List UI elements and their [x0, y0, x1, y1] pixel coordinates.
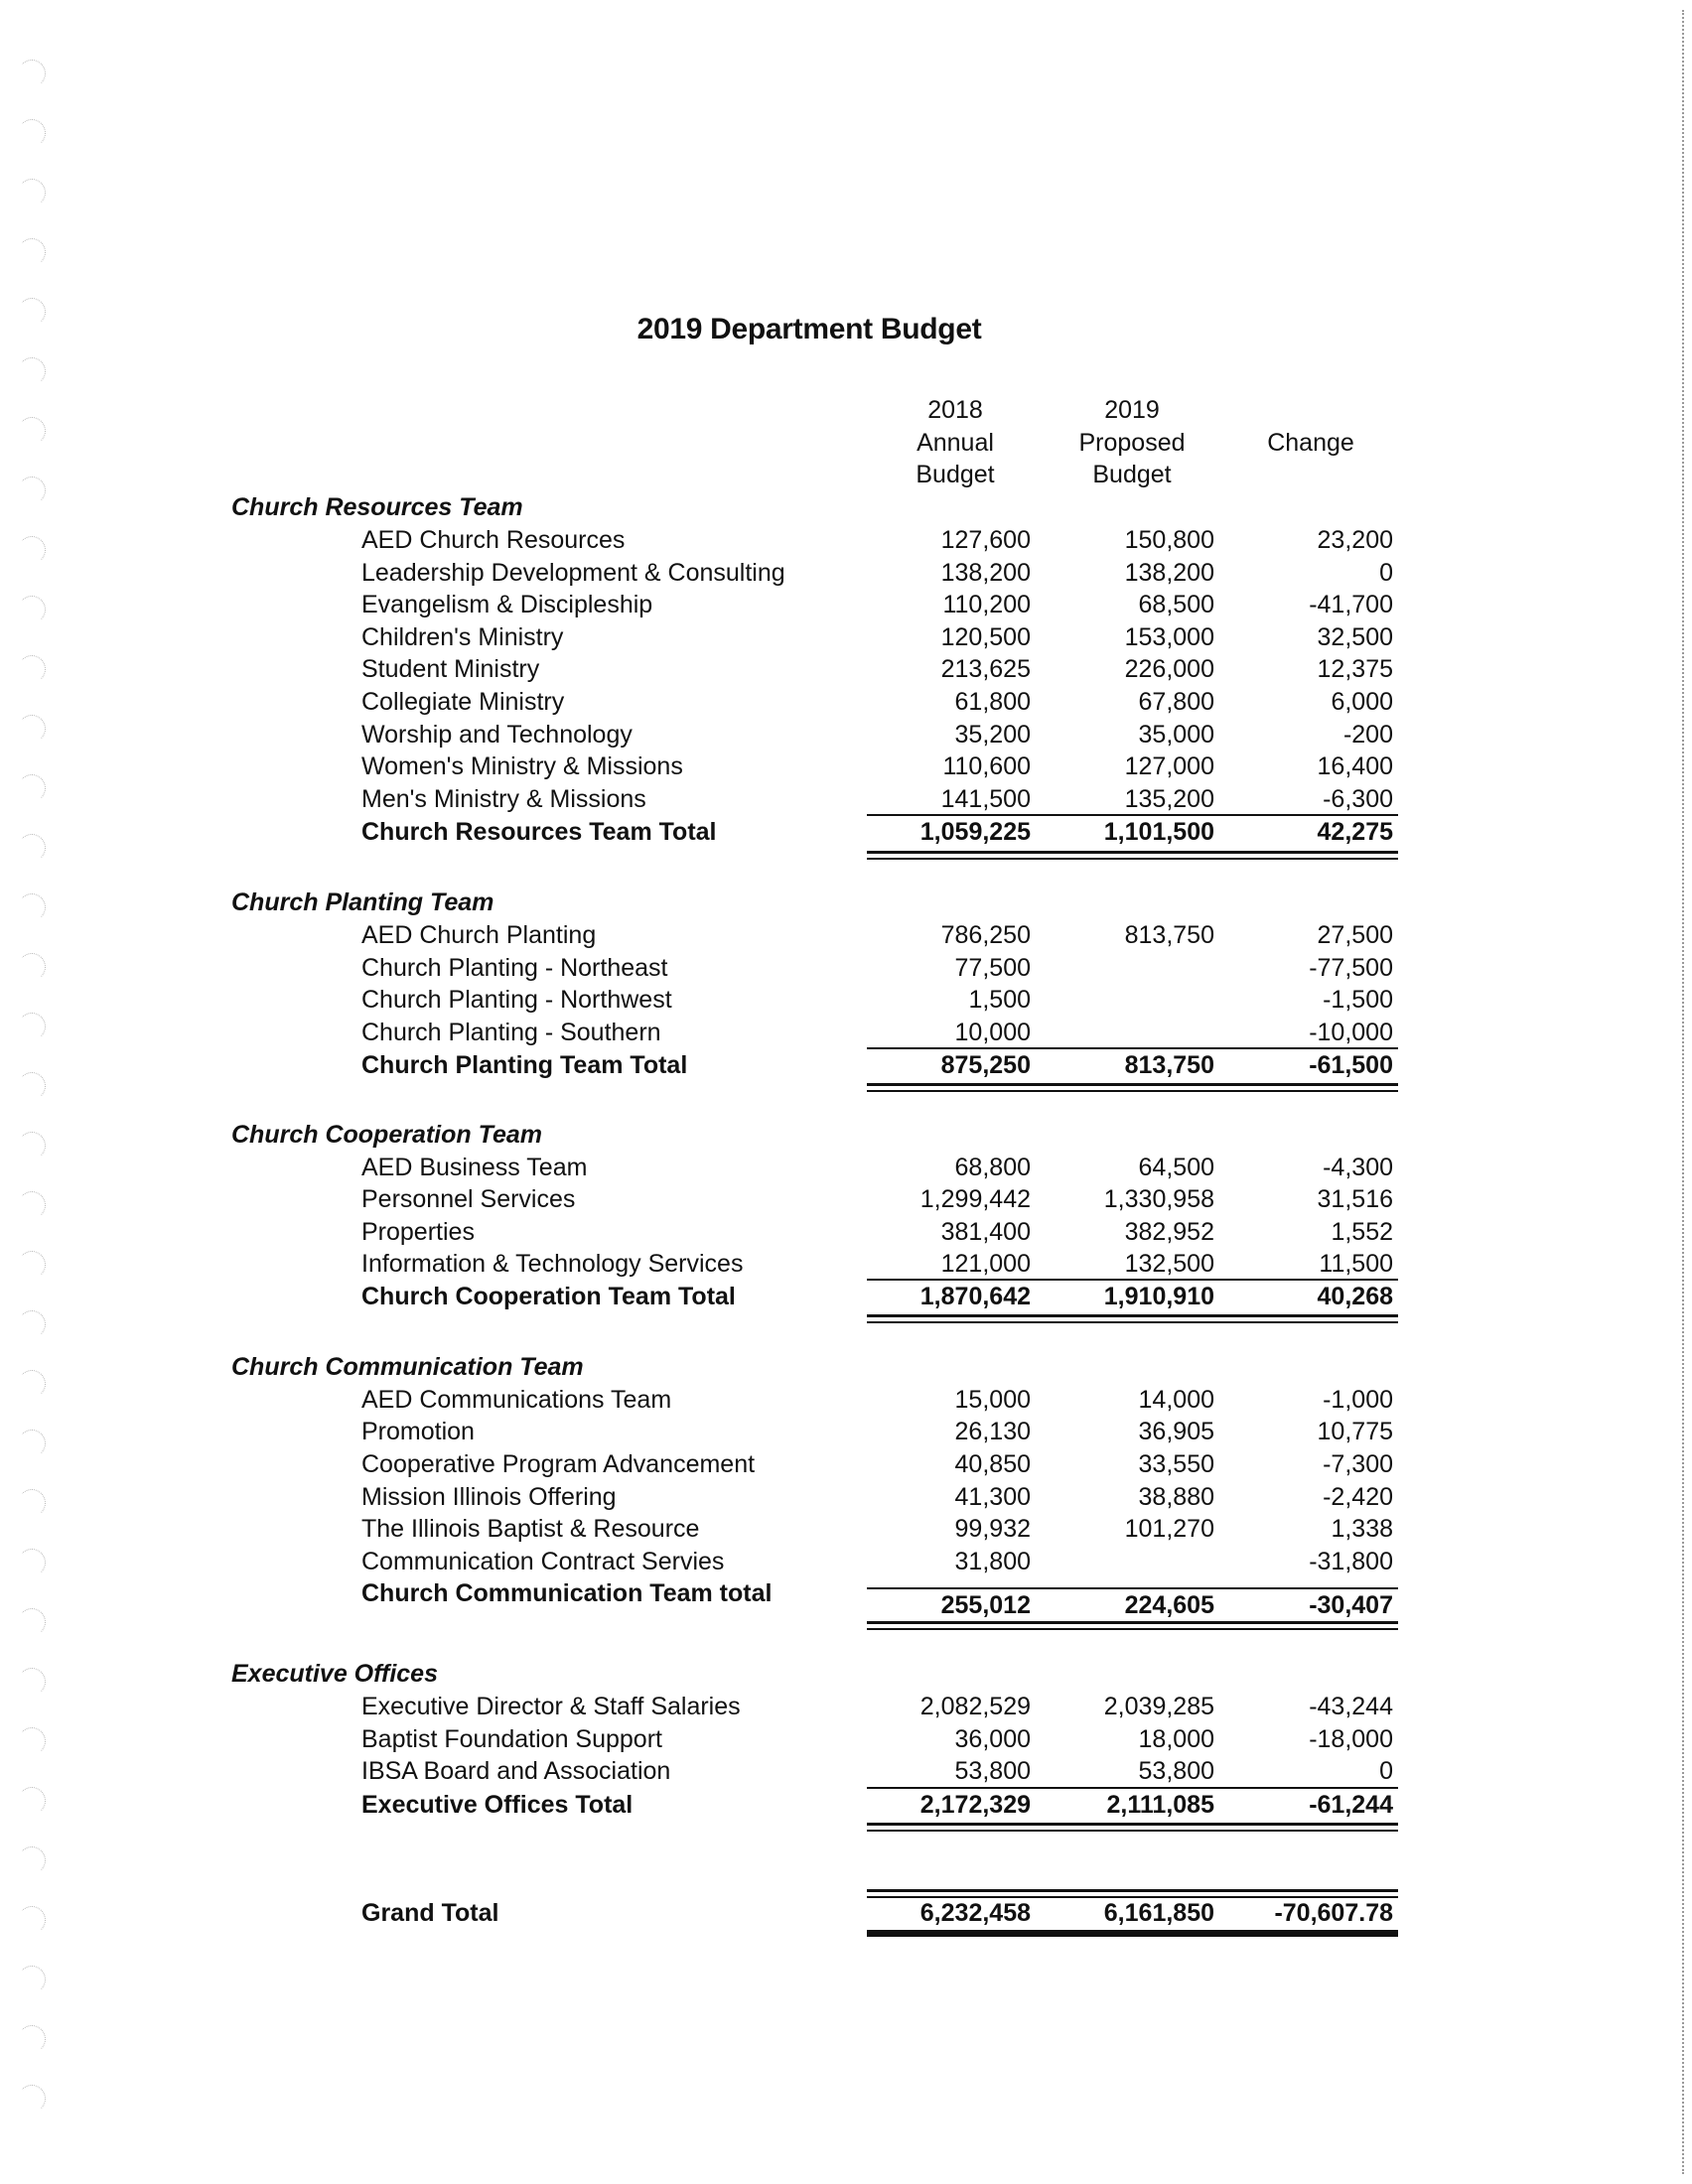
total-double-rule: [867, 1823, 1398, 1832]
line-item-label: Children's Ministry: [361, 623, 564, 651]
line-item-label: Church Planting - Northwest: [361, 986, 672, 1014]
value-2019: 2,039,285: [1103, 1693, 1214, 1720]
value-2018: 2,082,529: [919, 1693, 1031, 1720]
line-item-label: Personnel Services: [361, 1185, 576, 1213]
section-total-label: Executive Offices Total: [361, 1791, 634, 1819]
value-2019: 68,500: [1138, 591, 1214, 618]
section-total-row: [0, 1789, 1692, 1822]
value-2018: 141,500: [940, 785, 1031, 813]
total-2018: 1,059,225: [919, 818, 1031, 846]
value-2019: 35,000: [1138, 721, 1214, 749]
value-2019: 64,500: [1138, 1154, 1214, 1181]
value-change: 1,552: [1331, 1218, 1393, 1246]
grand-total-bottom-rule: [867, 1930, 1398, 1937]
line-item-label: IBSA Board and Association: [361, 1757, 671, 1785]
value-2018: 213,625: [940, 655, 1031, 683]
total-2019: 1,101,500: [1103, 818, 1214, 846]
value-change: -77,500: [1309, 954, 1393, 982]
total-2018: 255,012: [940, 1591, 1031, 1619]
line-item-label: AED Communications Team: [361, 1386, 672, 1414]
value-2018: 138,200: [940, 559, 1031, 587]
value-2018: 35,200: [954, 721, 1031, 749]
value-change: -1,000: [1323, 1386, 1393, 1414]
line-item-label: Church Planting - Southern: [361, 1019, 661, 1046]
punch-hole-icon: [18, 1310, 46, 1338]
value-change: -4,300: [1323, 1154, 1393, 1181]
table-row: [0, 621, 1692, 654]
table-row: [0, 719, 1692, 751]
total-2019: 2,111,085: [1106, 1791, 1214, 1819]
line-item-label: Mission Illinois Offering: [361, 1483, 617, 1511]
table-row: [0, 751, 1692, 783]
line-item-label: Worship and Technology: [361, 721, 633, 749]
table-row: [0, 1448, 1692, 1481]
table-row: [0, 1248, 1692, 1281]
total-change: -61,244: [1309, 1791, 1393, 1819]
punch-hole-icon: [18, 1966, 46, 1993]
column-header-2018-annual-budget: [866, 394, 1045, 491]
total-change: 40,268: [1317, 1283, 1393, 1310]
line-item-label: Student Ministry: [361, 655, 540, 683]
grand-total-row: [0, 1897, 1692, 1930]
total-2018: 875,250: [940, 1051, 1031, 1079]
value-change: 12,375: [1317, 655, 1393, 683]
punch-hole-icon: [18, 357, 46, 385]
value-2018: 40,850: [954, 1450, 1031, 1478]
line-item-label: The Illinois Baptist & Resource: [361, 1515, 700, 1543]
punch-hole-icon: [18, 2025, 46, 2053]
total-double-rule: [867, 851, 1398, 860]
column-header-change: [1221, 427, 1400, 460]
header-line: Budget: [916, 461, 995, 489]
value-2018: 120,500: [940, 623, 1031, 651]
value-2018: 99,932: [954, 1515, 1031, 1543]
table-row: [0, 1216, 1692, 1249]
value-2019: 150,800: [1124, 526, 1214, 554]
line-item-label: Collegiate Ministry: [361, 688, 565, 716]
value-2018: 26,130: [954, 1418, 1031, 1445]
section-heading: Church Cooperation Team: [231, 1121, 542, 1149]
grand-total-2018: 6,232,458: [919, 1899, 1031, 1927]
value-change: 1,338: [1331, 1515, 1393, 1543]
section-heading: Church Communication Team: [231, 1353, 584, 1381]
value-change: -7,300: [1323, 1450, 1393, 1478]
section-heading-row: [0, 887, 1692, 919]
value-change: -41,700: [1309, 591, 1393, 618]
section-total-row: [0, 1281, 1692, 1313]
value-2018: 10,000: [954, 1019, 1031, 1046]
table-row: [0, 1384, 1692, 1417]
line-item-label: Women's Ministry & Missions: [361, 752, 683, 780]
total-2019: 1,910,910: [1103, 1283, 1214, 1310]
value-2019: 18,000: [1138, 1725, 1214, 1753]
value-2019: 135,200: [1124, 785, 1214, 813]
table-row: [0, 1513, 1692, 1546]
value-change: -10,000: [1309, 1019, 1393, 1046]
value-change: 16,400: [1317, 752, 1393, 780]
value-change: 27,500: [1317, 921, 1393, 949]
value-2018: 68,800: [954, 1154, 1031, 1181]
value-change: 11,500: [1319, 1250, 1393, 1278]
total-change: 42,275: [1317, 818, 1393, 846]
table-row: [0, 952, 1692, 985]
table-row: [0, 1481, 1692, 1514]
header-line: 2018: [927, 396, 983, 424]
value-2018: 15,000: [954, 1386, 1031, 1414]
value-2019: 33,550: [1138, 1450, 1214, 1478]
line-item-label: Leadership Development & Consulting: [361, 559, 785, 587]
section-heading-row: [0, 1351, 1692, 1384]
line-item-label: Information & Technology Services: [361, 1250, 744, 1278]
value-2018: 110,600: [942, 752, 1031, 780]
punch-hole-icon: [18, 119, 46, 147]
line-item-label: Properties: [361, 1218, 475, 1246]
total-2019: 813,750: [1124, 1051, 1214, 1079]
table-row: [0, 919, 1692, 952]
value-2018: 786,250: [940, 921, 1031, 949]
table-row: [0, 783, 1692, 816]
value-2019: 226,000: [1124, 655, 1214, 683]
value-change: -31,800: [1309, 1548, 1393, 1575]
total-double-rule: [867, 1314, 1398, 1323]
total-double-rule: [867, 1621, 1398, 1630]
table-row: [0, 1183, 1692, 1216]
grand-total-2019: 6,161,850: [1103, 1899, 1214, 1927]
value-2019: 53,800: [1138, 1757, 1214, 1785]
line-item-label: Men's Ministry & Missions: [361, 785, 646, 813]
grand-total-change: -70,607.78: [1274, 1899, 1393, 1927]
value-change: -43,244: [1309, 1693, 1393, 1720]
table-row: [0, 524, 1692, 557]
value-2019: 813,750: [1124, 921, 1214, 949]
section-heading-row: [0, 491, 1692, 524]
section-heading: Church Planting Team: [231, 888, 494, 916]
column-header-2019-proposed-budget: [1043, 394, 1221, 491]
table-row: [0, 1546, 1692, 1578]
section-heading-row: [0, 1658, 1692, 1691]
header-line: Annual: [916, 428, 994, 457]
value-2018: 127,600: [940, 526, 1031, 554]
value-change: 32,500: [1317, 623, 1393, 651]
value-2018: 381,400: [940, 1218, 1031, 1246]
table-row: [0, 1152, 1692, 1184]
punch-hole-icon: [18, 1846, 46, 1874]
section-total-label: Church Planting Team Total: [361, 1051, 688, 1079]
value-2018: 36,000: [954, 1725, 1031, 1753]
total-change: -30,407: [1309, 1591, 1393, 1619]
value-2018: 53,800: [954, 1757, 1031, 1785]
value-change: -1,500: [1323, 986, 1393, 1014]
value-change: 31,516: [1317, 1185, 1393, 1213]
value-change: -2,420: [1323, 1483, 1393, 1511]
value-change: -200: [1342, 721, 1393, 749]
value-2019: 138,200: [1124, 559, 1214, 587]
value-2018: 41,300: [954, 1483, 1031, 1511]
line-item-label: AED Business Team: [361, 1154, 588, 1181]
total-2018: 2,172,329: [919, 1791, 1031, 1819]
table-row: [0, 1755, 1692, 1788]
section-total-label: Church Communication Team total: [361, 1579, 773, 1607]
line-item-label: Baptist Foundation Support: [361, 1725, 662, 1753]
total-2019: 224,605: [1124, 1591, 1214, 1619]
value-2018: 31,800: [954, 1548, 1031, 1575]
value-change: 23,200: [1317, 526, 1393, 554]
value-change: -6,300: [1323, 785, 1393, 813]
header-line: Proposed: [1078, 428, 1186, 457]
line-item-label: Executive Director & Staff Salaries: [361, 1693, 741, 1720]
line-item-label: Evangelism & Discipleship: [361, 591, 653, 618]
total-change: -61,500: [1309, 1051, 1393, 1079]
table-row: [0, 653, 1692, 686]
line-item-label: Promotion: [361, 1418, 475, 1445]
punch-hole-icon: [18, 2085, 46, 2113]
total-2018: 1,870,642: [919, 1283, 1031, 1310]
table-row: [0, 1017, 1692, 1049]
value-2019: 14,000: [1138, 1386, 1214, 1414]
value-2018: 121,000: [940, 1250, 1031, 1278]
punch-hole-icon: [18, 60, 46, 87]
section-total-label: Church Resources Team Total: [361, 818, 717, 846]
scan-edge-dotted-line: [1682, 10, 1684, 2174]
header-line: 2019: [1104, 396, 1160, 424]
value-2019: 38,880: [1138, 1483, 1214, 1511]
section-total-row: [0, 1049, 1692, 1082]
value-change: 10,775: [1317, 1418, 1393, 1445]
value-change: 0: [1379, 559, 1393, 587]
table-row: [0, 1691, 1692, 1723]
value-2019: 36,905: [1138, 1418, 1214, 1445]
table-row: [0, 589, 1692, 621]
value-2018: 1,299,442: [919, 1185, 1031, 1213]
punch-hole-icon: [18, 238, 46, 266]
line-item-label: Church Planting - Northeast: [361, 954, 668, 982]
value-2019: 132,500: [1124, 1250, 1214, 1278]
section-total-row: [0, 1577, 1692, 1619]
table-row: [0, 1723, 1692, 1756]
value-2019: 153,000: [1124, 623, 1214, 651]
table-row: [0, 1416, 1692, 1448]
value-2019: 67,800: [1138, 688, 1214, 716]
table-row: [0, 984, 1692, 1017]
section-heading: Executive Offices: [231, 1660, 438, 1688]
punch-hole-icon: [18, 417, 46, 445]
value-change: -18,000: [1309, 1725, 1393, 1753]
value-2018: 61,800: [954, 688, 1031, 716]
line-item-label: AED Church Planting: [361, 921, 597, 949]
line-item-label: Communication Contract Servies: [361, 1548, 725, 1575]
table-row: [0, 557, 1692, 590]
value-change: 0: [1379, 1757, 1393, 1785]
value-2019: 127,000: [1124, 752, 1214, 780]
value-2018: 1,500: [968, 986, 1031, 1014]
value-2018: 110,200: [942, 591, 1031, 618]
section-total-row: [0, 816, 1692, 849]
value-2019: 382,952: [1124, 1218, 1214, 1246]
value-2019: 1,330,958: [1103, 1185, 1214, 1213]
total-double-rule: [867, 1083, 1398, 1092]
section-heading-row: [0, 1119, 1692, 1152]
page-title: 2019 Department Budget: [636, 313, 982, 345]
line-item-label: Cooperative Program Advancement: [361, 1450, 756, 1478]
section-total-label: Church Cooperation Team Total: [361, 1283, 736, 1310]
punch-hole-icon: [18, 1608, 46, 1636]
value-2019: 101,270: [1124, 1515, 1214, 1543]
header-line: Change: [1267, 429, 1354, 457]
punch-hole-icon: [18, 179, 46, 206]
value-2018: 77,500: [954, 954, 1031, 982]
value-change: 6,000: [1331, 688, 1393, 716]
section-heading: Church Resources Team: [231, 493, 523, 521]
line-item-label: AED Church Resources: [361, 526, 626, 554]
grand-total-label: Grand Total: [361, 1899, 499, 1927]
table-row: [0, 686, 1692, 719]
header-line: Budget: [1092, 461, 1172, 489]
